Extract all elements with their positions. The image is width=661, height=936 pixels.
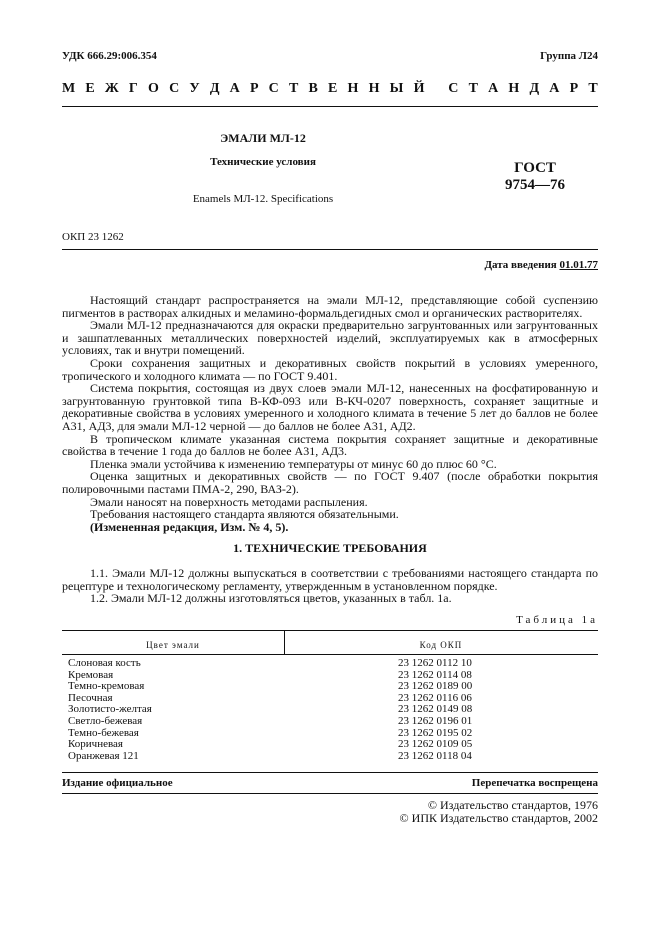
banner-letter: Н xyxy=(368,81,380,96)
intro-paragraph: Требования настоящего стандарта являются обязательными. xyxy=(90,507,399,522)
column-header-color: Цвет эмали xyxy=(146,640,200,650)
banner-letter: Р xyxy=(249,81,259,96)
banner-letter xyxy=(435,81,439,97)
banner-letter: Е xyxy=(85,81,95,96)
okp-code: ОКП 23 1262 xyxy=(62,231,124,243)
table-cell-code: 23 1262 0109 05 xyxy=(398,738,473,751)
gost-label: ГОСТ xyxy=(514,160,556,176)
intro-date-label: Дата введения xyxy=(484,259,557,271)
table-cell-color: Слоновая кость xyxy=(68,657,141,669)
banner-letter: А xyxy=(488,81,499,96)
banner-letter: М xyxy=(62,81,76,96)
copyright-line: © ИПК Издательство стандартов, 2002 xyxy=(399,810,598,825)
table-cell-code: 23 1262 0114 08 xyxy=(398,668,472,681)
banner-letter: Ы xyxy=(389,81,404,96)
table-cell-color: Светло-бежевая xyxy=(68,714,143,727)
banner-letter: Г xyxy=(128,81,138,96)
section-heading: 1. ТЕХНИЧЕСКИЕ ТРЕБОВАНИЯ xyxy=(233,541,427,555)
table-cell-code: 23 1262 0196 01 xyxy=(398,714,473,727)
table-cell-color: Золотисто-желтая xyxy=(68,703,152,716)
section-text xyxy=(62,567,598,605)
banner-letter: Н xyxy=(508,81,520,96)
banner-letter: Т xyxy=(468,81,478,96)
banner-letter: Д xyxy=(529,81,540,96)
intro-paragraph: Настоящий стандарт распространяется на эмали МЛ-12, представляющие собой суспензию пигментов в растворах алкидных и меламино-формальдегидных смол и органических растворителях. xyxy=(62,293,598,320)
table-caption: Таблица 1а xyxy=(516,614,598,626)
banner-divider xyxy=(62,106,598,107)
copyright-line: © Издательство стандартов, 1976 xyxy=(427,798,598,812)
table-cell-color: Темно-бежевая xyxy=(68,726,139,739)
table-cell-code: 23 1262 0116 06 xyxy=(398,691,472,704)
table-cell-code: 23 1262 0118 04 xyxy=(398,749,472,762)
color-column xyxy=(68,658,278,762)
table-cell-color: Кремовая xyxy=(68,668,114,681)
intro-paragraph: Эмали наносят на поверхность методами распыления. xyxy=(90,494,368,509)
reprint-notice: Перепечатка воспрещена xyxy=(471,777,598,789)
banner-letter: Т xyxy=(588,81,598,96)
gost-number xyxy=(485,160,585,194)
banner-letter: У xyxy=(189,81,200,96)
footer-rule-bottom xyxy=(62,793,598,794)
intro-date-value: 01.01.77 xyxy=(559,259,598,271)
table-cell-color: Песочная xyxy=(68,691,113,704)
table-cell-code: 23 1262 0149 08 xyxy=(398,703,473,716)
copyright-block xyxy=(400,799,598,824)
table-cell-code: 23 1262 0112 10 xyxy=(398,657,472,669)
banner-letter: Й xyxy=(413,81,425,96)
udk-code: УДК 666.29:006.354 xyxy=(62,50,157,62)
interstate-standard-banner xyxy=(62,81,598,97)
intro-paragraph: В тропическом климате указанная система покрытия сохраняет защитные и декоративные свойства в течение 1 года до баллов не более А31, АД3. xyxy=(62,431,598,459)
okp-divider xyxy=(62,249,598,250)
banner-letter: С xyxy=(169,81,180,96)
banner-letter: Т xyxy=(288,81,299,96)
banner-letter: Д xyxy=(209,81,220,96)
gost-code: 9754—76 xyxy=(505,177,565,193)
banner-letter: Е xyxy=(328,81,338,96)
table-cell-code: 23 1262 0189 00 xyxy=(398,680,473,693)
intro-paragraph: Система покрытия, состоящая из двух слоев эмали МЛ-12, нанесенных на фосфатированную и загрунтованную грунтовкой типа В-КФ-093 или В-КЧ-0207 поверхность, сохраняет защитные и декоративные свойства в условиях умеренного и холодного климата в течение 5 лет до баллов не более А31, АД3, для эмали МЛ-12 черной — до баллов не более А31, АД2. xyxy=(62,381,598,433)
banner-letter: О xyxy=(148,81,159,96)
english-title: Enamels МЛ-12. Specifications xyxy=(192,193,334,205)
clause-1-2: 1.2. Эмали МЛ-12 должны изготовляться цветов, указанных в табл. 1а. xyxy=(90,591,452,606)
table-cell-color: Темно-кремовая xyxy=(68,680,145,693)
banner-letter: Р xyxy=(569,81,579,96)
intro-paragraph: Пленка эмали устойчива к изменению температуры от минус 60 до плюс 60 °С. xyxy=(90,456,497,471)
column-header-code: Код ОКП xyxy=(419,640,463,650)
table-cell-color: Оранжевая 121 xyxy=(68,749,139,762)
banner-letter: С xyxy=(268,81,279,96)
intro-paragraph: Оценка защитных и декоративных свойств — по ГОСТ 9.407 (после обработки покрытия полировочными пастами ПМА-2, 290, ВАЗ-2). xyxy=(62,469,598,496)
banner-letter: В xyxy=(308,81,318,96)
footer-rule xyxy=(62,772,598,773)
intro-paragraph: Сроки сохранения защитных и декоративных свойств покрытий в условиях умеренного, тропического и холодного климата — по ГОСТ 9.401. xyxy=(62,355,598,383)
group-code: Группа Л24 xyxy=(540,50,598,62)
revision-note: (Измененная редакция, Изм. № 4, 5). xyxy=(90,519,289,534)
document-title: ЭМАЛИ МЛ-12 xyxy=(220,131,306,145)
table-cell-code: 23 1262 0195 02 xyxy=(398,726,473,739)
banner-letter: Ж xyxy=(104,81,119,96)
clause-1-1: 1.1. Эмали МЛ-12 должны выпускаться в соответствии с требованиями настоящего стандарта по рецептуре и технологическому регламенту, утвержденным в установленном порядке. xyxy=(62,566,598,593)
table-header-rule xyxy=(62,654,598,655)
banner-letter: А xyxy=(549,81,560,96)
code-column xyxy=(398,658,508,762)
banner-letter: Н xyxy=(347,81,359,96)
official-edition: Издание официальное xyxy=(62,777,173,789)
intro-text xyxy=(62,294,598,533)
document-subtitle: Технические условия xyxy=(210,156,316,168)
banner-letter: С xyxy=(448,81,459,96)
intro-date xyxy=(484,259,598,271)
table-cell-color: Коричневая xyxy=(68,738,123,751)
table-top-rule xyxy=(62,630,598,631)
banner-letter: А xyxy=(229,81,240,96)
table-column-divider xyxy=(284,630,285,654)
intro-paragraph: Эмали МЛ-12 предназначаются для окраски предварительно загрунтованных или загрунтованных и зашпатлеванных металлических поверхностей изделий, эксплуатируемых как в атмосферных условиях, так и внутри помещений. xyxy=(62,318,598,358)
